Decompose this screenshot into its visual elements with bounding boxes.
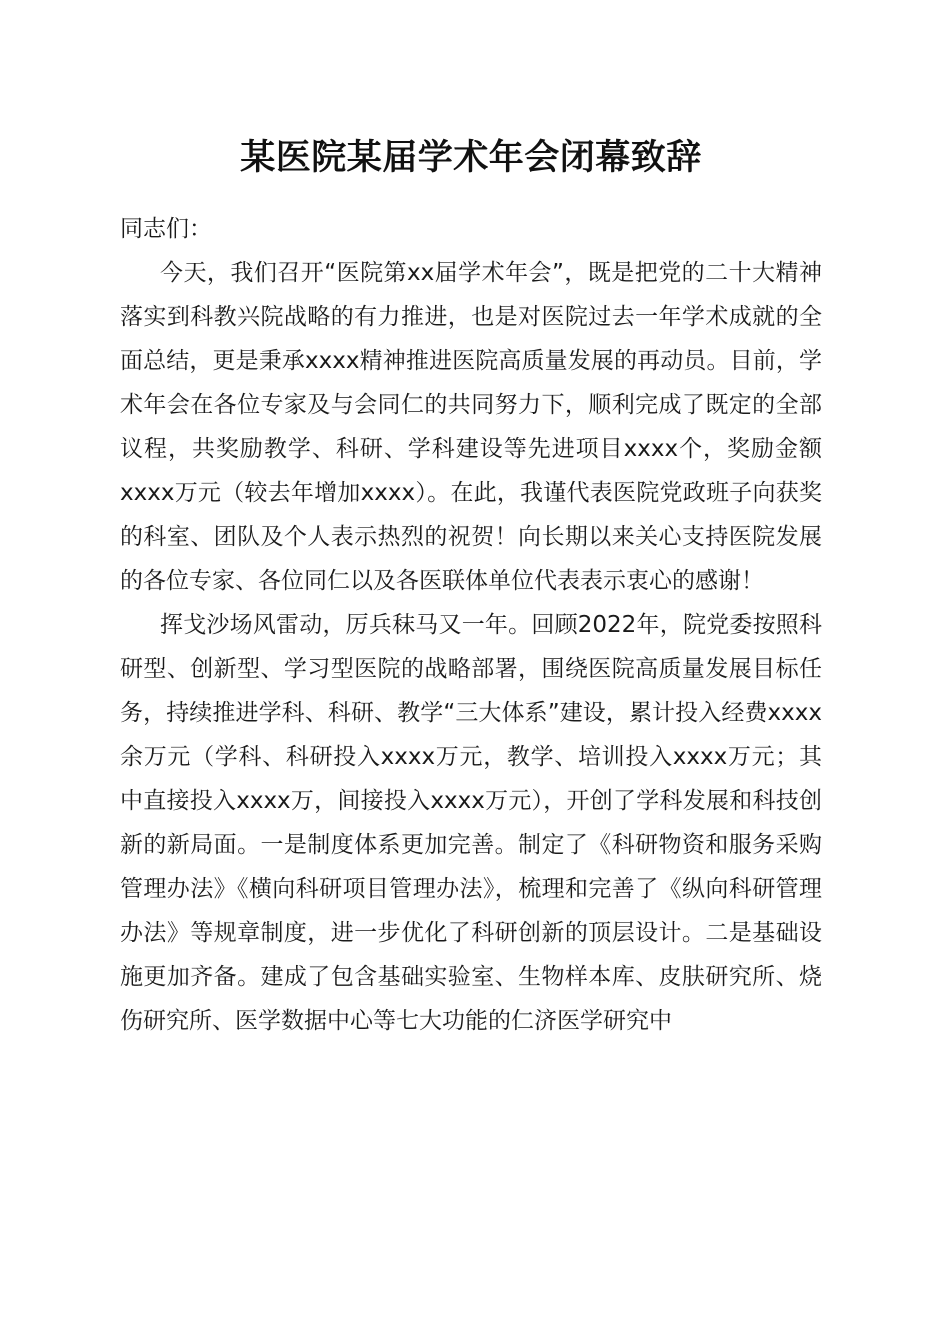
salutation: 同志们： xyxy=(120,216,212,242)
paragraph-review: 挥戈沙场风雷动，厉兵秣马又一年。回顾2022年，院党委按照科研型、创新型、学习型医院的战略部署，围绕医院高质量发展目标任务，持续推进学科、科研、教学“三大体系”建设，累计投入经费xxxx余万元（学科、科研投入xxxx万元，教学、培训投入xxxx万元；其中直接投入xxxx万，间接投入xxxx万元），开创了学科发展和科技创新的新局面。一是制度体系更加完善。制定了《科研物资和服务采购管理办法》《横向科研项目管理办法》，梳理和完善了《纵向科研管理办法》等规章制度，进一步优化了科研创新的顶层设计。二是基础设施更加齐备。建成了包含基础实验室、生物样本库、皮肤研究所、烧伤研究所、医学数据中心等七大功能的仁济医学研究中 xyxy=(120,612,822,1034)
paragraph-opening: 今天，我们召开“医院第xx届学术年会”，既是把党的二十大精神落实到科教兴院战略的有力推进，也是对医院过去一年学术成就的全面总结，更是秉承xxxx精神推进医院高质量发展的再动员。目前，学术年会在各位专家及与会同仁的共同努力下，顺利完成了既定的全部议程，共奖励教学、科研、学科建设等先进项目xxxx个，奖励金额xxxx万元（较去年增加xxxx）。在此，我谨代表医院党政班子向获奖的科室、团队及个人表示热烈的祝贺！向长期以来关心支持医院发展的各位专家、各位同仁以及各医联体单位代表表示衷心的感谢！ xyxy=(120,260,822,594)
document-body xyxy=(120,251,822,1043)
document-title: 某医院某届学术年会闭幕致辞 xyxy=(240,137,702,178)
